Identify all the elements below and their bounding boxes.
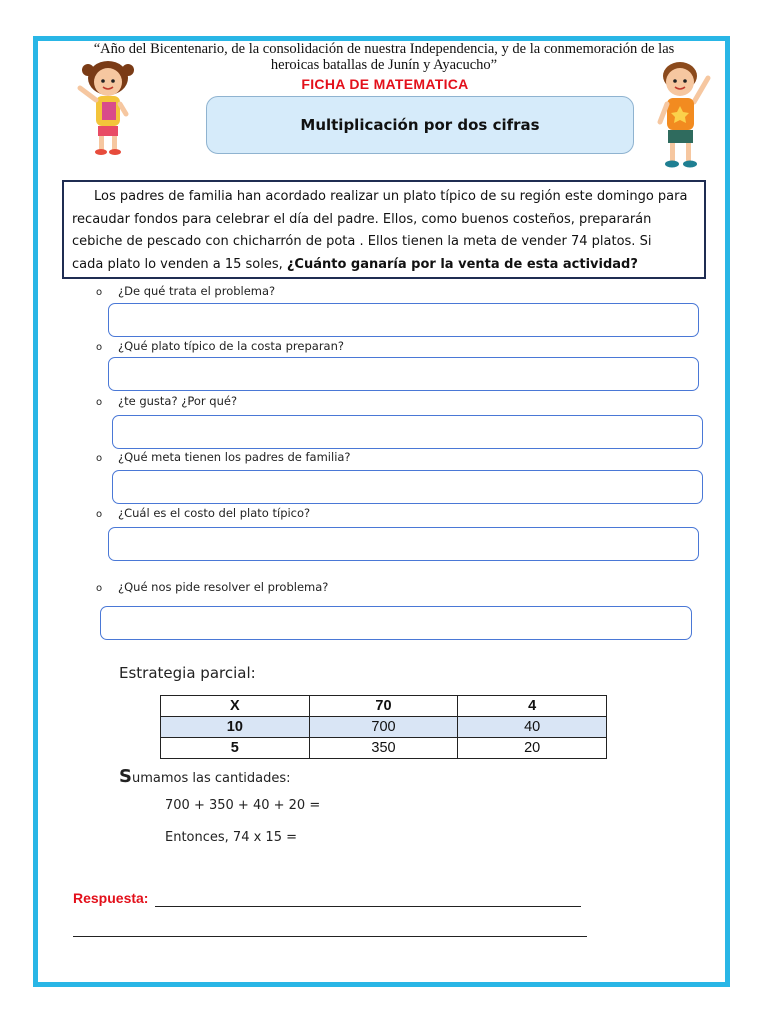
problem-line-4: cada plato lo venden a 15 soles,	[72, 256, 287, 272]
question-4: o ¿Qué meta tienen los padres de familia?	[96, 450, 351, 464]
answer-line-2[interactable]	[73, 936, 587, 937]
answer-box-1[interactable]	[108, 303, 699, 337]
question-6: o ¿Qué nos pide resolver el problema?	[96, 580, 329, 594]
problem-question: ¿Cuánto ganaría por la venta de esta actividad?	[286, 256, 638, 272]
problem-line-1: Los padres de familia han acordado realizar un plato típico de su región este domingo para	[94, 189, 688, 204]
table-cell: X	[161, 696, 310, 717]
sum-title: Sumamos las cantidades:	[119, 766, 291, 787]
table-cell: 700	[309, 717, 458, 738]
table-cell: 10	[161, 717, 310, 738]
strategy-label: Estrategia parcial:	[119, 664, 256, 682]
strategy-table	[160, 695, 607, 759]
answer-box-4[interactable]	[112, 470, 703, 504]
year-title-line-2: heroicas batallas de Junín y Ayacucho”	[270, 57, 498, 73]
question-2: o ¿Qué plato típico de la costa preparan?	[96, 339, 344, 353]
multiplication-expression: Entonces, 74 x 15 =	[165, 830, 297, 845]
question-1: o ¿De qué trata el problema?	[96, 284, 276, 298]
boy-illustration-icon	[648, 56, 720, 174]
table-cell: 5	[161, 738, 310, 759]
answer-box-3[interactable]	[112, 415, 703, 449]
question-3: o ¿te gusta? ¿Por qué?	[96, 394, 238, 408]
table-row	[161, 738, 607, 759]
sum-expression: 700 + 350 + 40 + 20 =	[165, 798, 321, 813]
table-cell: 350	[309, 738, 458, 759]
year-title-line-1: “Año del Bicentenario, de la consolidación de nuestra Independencia, y de la conmemoración de las	[93, 41, 675, 57]
problem-line-3: cebiche de pescado con chicharrón de pota . Ellos tienen la meta de vender 74 platos. Si	[72, 234, 652, 249]
table-cell: 40	[458, 717, 607, 738]
girl-illustration-icon	[72, 58, 144, 158]
answer-box-6[interactable]	[100, 606, 692, 640]
lesson-title-box	[206, 96, 634, 154]
problem-statement	[62, 180, 706, 279]
question-5: o ¿Cuál es el costo del plato típico?	[96, 506, 311, 520]
answer-line-1[interactable]	[155, 906, 581, 907]
lesson-title: Multiplicación por dos cifras	[300, 116, 540, 134]
answer-label: Respuesta:	[73, 890, 149, 906]
table-cell: 4	[458, 696, 607, 717]
table-cell: 20	[458, 738, 607, 759]
table-row	[161, 717, 607, 738]
problem-line-2: recaudar fondos para celebrar el día del padre. Ellos, como buenos costeños, prepararán	[72, 211, 652, 227]
table-cell: 70	[309, 696, 458, 717]
ficha-title: FICHA DE MATEMATICA	[301, 76, 469, 92]
answer-box-5[interactable]	[108, 527, 699, 561]
table-row	[161, 696, 607, 717]
answer-box-2[interactable]	[108, 357, 699, 391]
